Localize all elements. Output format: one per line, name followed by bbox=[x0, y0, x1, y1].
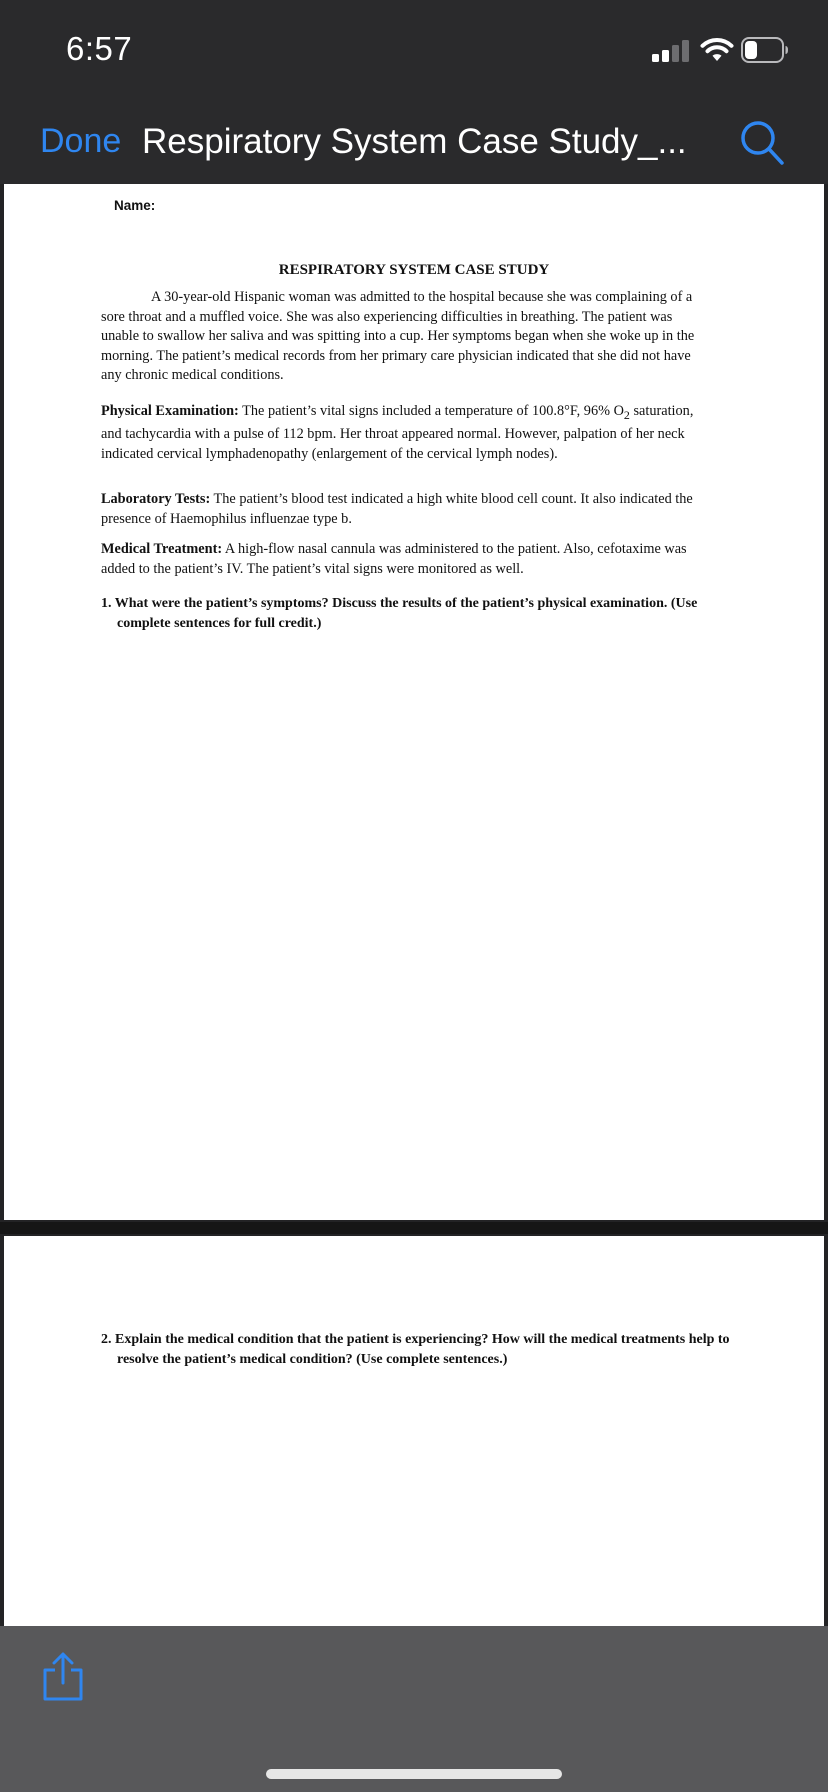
page-divider bbox=[0, 1222, 828, 1234]
done-button[interactable]: Done bbox=[40, 122, 122, 160]
medical-treatment-paragraph bbox=[101, 540, 713, 579]
physical-examination-text: The patient’s vital signs included a temperature of 100.8°F, 96% O bbox=[238, 403, 624, 419]
name-label: Name: bbox=[114, 198, 156, 213]
medical-treatment-text: A high-flow nasal cannula was administered to the patient. Also, cefotaxime was added to the patient’s IV. The patient’s vital signs were monitored as well. bbox=[101, 541, 687, 577]
status-bar bbox=[0, 0, 828, 100]
bottom-toolbar bbox=[0, 1626, 828, 1792]
battery-icon bbox=[741, 36, 789, 64]
question-2: 2. Explain the medical condition that the patient is experiencing? How will the medical treatments help to resolve the patient’s medical condition? (Use complete sentences.) bbox=[101, 1332, 730, 1367]
search-icon[interactable] bbox=[738, 118, 786, 168]
laboratory-tests-heading: Laboratory Tests: bbox=[101, 491, 211, 507]
oxygen-subscript: 2 bbox=[623, 407, 630, 422]
document-title: Respiratory System Case Study_... bbox=[142, 122, 687, 161]
physical-examination-heading: Physical Examination: bbox=[101, 403, 239, 419]
laboratory-tests-text: The patient’s blood test indicated a high white blood cell count. It also indicated the presence of Haemophilus influenzae type b. bbox=[101, 491, 693, 527]
nav-bar bbox=[0, 100, 828, 184]
physical-examination-text-continued: saturation, and tachycardia with a pulse of 112 bpm. Her throat appeared normal. However, palpation of her neck indicated cervical lymphadenopathy (enlargement of the cervical lymph nodes). bbox=[101, 403, 694, 463]
cellular-signal-icon bbox=[652, 40, 692, 62]
physical-examination-paragraph bbox=[101, 402, 713, 465]
question-1: 1. What were the patient’s symptoms? Discuss the results of the patient’s physical examination. (Use complete sentences for full credit.) bbox=[101, 596, 698, 631]
document-page-2[interactable] bbox=[4, 1236, 824, 1626]
wifi-icon bbox=[700, 37, 734, 63]
document-page-1[interactable] bbox=[4, 184, 824, 1220]
home-indicator[interactable] bbox=[266, 1769, 562, 1779]
case-study-title: RESPIRATORY SYSTEM CASE STUDY bbox=[278, 262, 550, 278]
laboratory-tests-paragraph bbox=[101, 490, 713, 529]
intro-paragraph: A 30-year-old Hispanic woman was admitted to the hospital because she was complaining of a sore throat and a muffled voice. She was also experiencing difficulties in breathing. The patient was unable to swallow her saliva and was spitting into a cup. Her symptoms began when she woke up in the morning. The patient’s medical records from her primary care physician indicated that she did not have any chronic medical conditions. bbox=[101, 289, 695, 384]
medical-treatment-heading: Medical Treatment: bbox=[101, 541, 223, 557]
share-icon[interactable] bbox=[40, 1652, 86, 1702]
status-time: 6:57 bbox=[66, 30, 133, 67]
